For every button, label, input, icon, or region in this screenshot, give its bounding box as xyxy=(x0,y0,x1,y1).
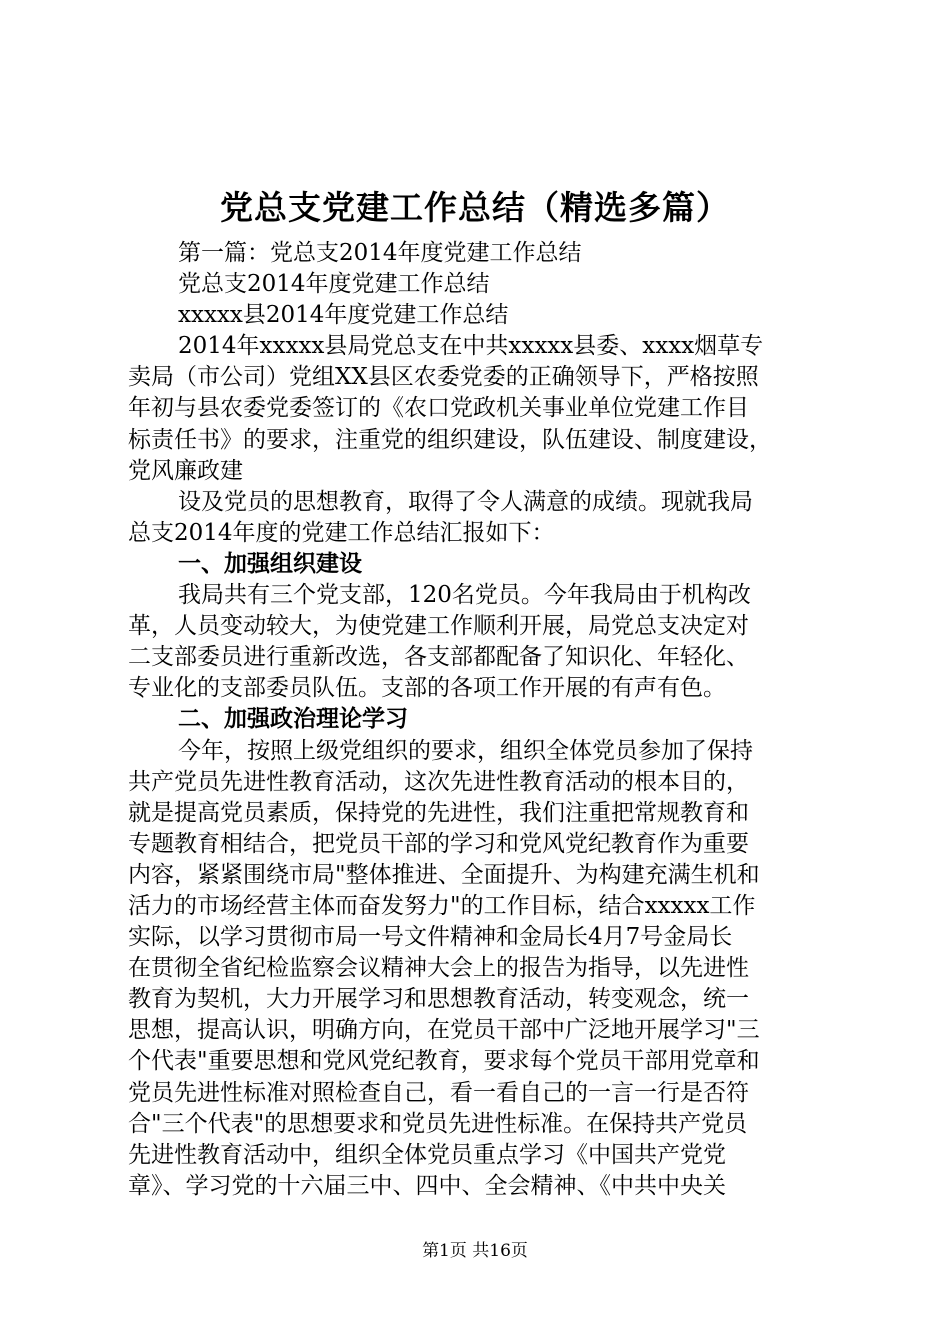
paragraph-line: 专业化的支部委员队伍。支部的各项工作开展的有声有色。 xyxy=(128,675,726,702)
paragraph-line: 章》、学习党的十六届三中、四中、全会精神、《中共中央关 xyxy=(128,1172,726,1199)
paragraph-line: 二支部委员进行重新改选，各支部都配备了知识化、年轻化、 xyxy=(128,644,749,671)
page-number-footer: 第1页 共16页 xyxy=(422,1241,528,1261)
paragraph-line: 内容，紧紧围绕市局"整体推进、全面提升、为构建充满生机和 xyxy=(128,861,760,888)
paragraph-line: 2014年xxxxx县局党总支在中共xxxxx县委、xxxx烟草专 xyxy=(178,333,764,360)
paragraph-line: 教育为契机，大力开展学习和思想教育活动，转变观念，统一 xyxy=(128,986,749,1013)
paragraph-line: 共产党员先进性教育活动，这次先进性教育活动的根本目的， xyxy=(128,768,749,795)
section-heading: 一、加强组织建设 xyxy=(178,550,362,577)
paragraph-line: 党员先进性标准对照检查自己，看一看自己的一言一行是否符 xyxy=(128,1079,749,1106)
section-heading-first-article: 第一篇：党总支2014年度党建工作总结 xyxy=(178,240,582,266)
subtitle-line: 党总支2014年度党建工作总结 xyxy=(178,271,490,298)
paragraph-line: 设及党员的思想教育，取得了令人满意的成绩。现就我局 xyxy=(178,488,753,515)
subtitle-line: xxxxx县2014年度党建工作总结 xyxy=(178,302,509,329)
paragraph-line: 卖局（市公司）党组XX县区农委党委的正确领导下，严格按照 xyxy=(128,364,759,391)
paragraph-line: 先进性教育活动中，组织全体党员重点学习《中国共产党党 xyxy=(128,1141,726,1168)
paragraph-line: 总支2014年度的党建工作总结汇报如下： xyxy=(128,519,555,546)
document-title: 党总支党建工作总结（精选多篇） xyxy=(220,188,730,227)
paragraph-line: 在贯彻全省纪检监察会议精神大会上的报告为指导，以先进性 xyxy=(128,955,749,982)
section-heading: 二、加强政治理论学习 xyxy=(178,706,408,733)
paragraph-line: 我局共有三个党支部，120名党员。今年我局由于机构改 xyxy=(178,582,751,609)
paragraph-line: 党风廉政建 xyxy=(128,457,243,484)
paragraph-line: 实际，以学习贯彻市局一号文件精神和金局长4月7号金局长 xyxy=(128,924,733,951)
document-body xyxy=(128,238,828,1202)
paragraph-line: 思想，提高认识，明确方向，在党员干部中广泛地开展学习"三 xyxy=(128,1017,760,1044)
paragraph-line: 合"三个代表"的思想要求和党员先进性标准。在保持共产党员 xyxy=(128,1110,748,1137)
paragraph-line: 今年，按照上级党组织的要求，组织全体党员参加了保持 xyxy=(178,737,753,764)
paragraph-line: 活力的市场经营主体而奋发努力"的工作目标，结合xxxxx工作 xyxy=(128,892,756,919)
paragraph-line: 革，人员变动较大，为使党建工作顺利开展，局党总支决定对 xyxy=(128,613,749,640)
paragraph-line: 个代表"重要思想和党风党纪教育，要求每个党员干部用党章和 xyxy=(128,1048,760,1075)
paragraph-line: 标责任书》的要求，注重党的组织建设，队伍建设、制度建设， xyxy=(128,426,772,453)
paragraph-line: 年初与县农委党委签订的《农口党政机关事业单位党建工作目 xyxy=(128,395,749,422)
paragraph-line: 专题教育相结合，把党员干部的学习和党风党纪教育作为重要 xyxy=(128,830,749,857)
paragraph-line: 就是提高党员素质，保持党的先进性，我们注重把常规教育和 xyxy=(128,799,749,826)
